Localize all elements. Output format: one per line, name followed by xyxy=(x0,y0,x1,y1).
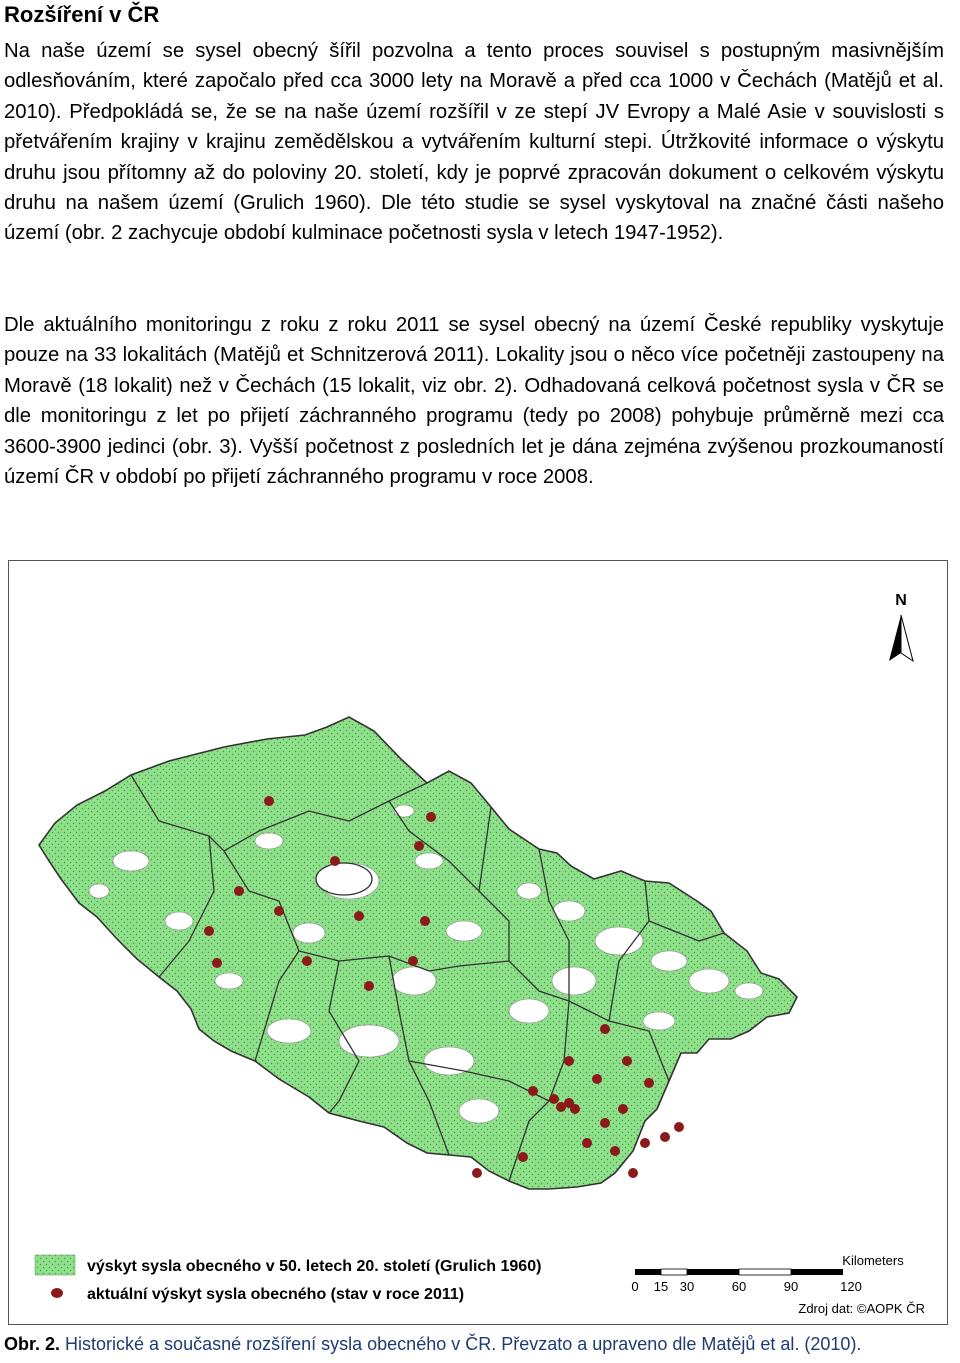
svg-text:120: 120 xyxy=(840,1279,862,1294)
paragraph-monitoring: Dle aktuálního monitoringu z roku z roku 2011 se sysel obecný na území České republiky vyskytuje pouze na 33 lokalitách (Matějů et Schnitzerová 2011). Lokality jsou o něco více početněji zastoupeny na Moravě (18 lokalit) než v Čechách (15 lokalit, viz obr. 2). Odhadovaná celková početnost sysla v ČR se dle monitoringu z let po přijetí záchranného programu (tedy po 2008) pohybuje průměrně mezi cca 3600-3900 jedinci (obr. 3). Vyšší početnost z posledních let je dána zejména zvýšenou prozkoumaností území ČR v období po přijetí záchranného programu v roce 2008. xyxy=(4,314,944,489)
location-dot xyxy=(518,1152,528,1162)
location-dot xyxy=(660,1132,670,1142)
location-dot xyxy=(408,956,418,966)
location-dot xyxy=(644,1078,654,1088)
prague-region xyxy=(316,863,372,895)
figure-caption xyxy=(4,1334,861,1355)
distribution-map xyxy=(9,561,947,1324)
location-dot xyxy=(354,911,364,921)
location-dot xyxy=(600,1118,610,1128)
location-dot xyxy=(364,981,374,991)
location-dot xyxy=(420,916,430,926)
location-dot xyxy=(330,856,340,866)
location-dot xyxy=(234,886,244,896)
location-dot xyxy=(674,1122,684,1132)
location-dot xyxy=(264,796,274,806)
location-dot xyxy=(622,1056,632,1066)
location-dot xyxy=(618,1104,628,1114)
north-arrow-icon xyxy=(889,592,913,661)
location-dot xyxy=(528,1086,538,1096)
legend-historic-swatch xyxy=(35,1255,75,1275)
svg-text:0: 0 xyxy=(631,1279,639,1294)
location-dot xyxy=(610,1146,620,1156)
svg-text:60: 60 xyxy=(731,1279,747,1294)
svg-text:15: 15 xyxy=(653,1279,669,1294)
location-dot xyxy=(628,1168,638,1178)
svg-text:90: 90 xyxy=(783,1279,799,1294)
caption-label: Obr. 2. xyxy=(4,1334,61,1354)
section-heading: Rozšíření v ČR xyxy=(4,2,160,27)
location-dot xyxy=(549,1094,559,1104)
location-dot xyxy=(274,906,284,916)
location-dot xyxy=(640,1138,650,1148)
paragraph-history: Na naše území se sysel obecný šířil pozvolna a tento proces souvisel s postupným masivnějším odlesňováním, které započalo před cca 3000 lety na Moravě a před cca 1000 v Čechách (Matějů et al. 2010). Předpokládá se, že se na naše území rozšířil v ze stepí JV Evropy a Malé Asie v souvislosti s přetvářením krajiny v krajinu zemědělskou a vytvářením kulturní stepi. Útržkovité informace o výskytu druhu jsou přítomny až do poloviny 20. století, kdy je poprvé zpracován dokument o celkovém výskytu druhu na našem území (Grulich 1960). Dle této studie se sysel vyskytoval na značné části našeho území (obr. 2 zachycuje období kulminace početnosti sysla v letech 1947-1952). xyxy=(4,40,944,245)
location-dot xyxy=(414,841,424,851)
location-dot xyxy=(426,812,436,822)
svg-text:Kilometers: Kilometers xyxy=(842,1253,904,1268)
location-dot xyxy=(212,958,222,968)
location-dot xyxy=(564,1056,574,1066)
caption-text: Historické a současné rozšíření sysla obecného v ČR. Převzato a upraveno dle Matějů et al. (2010). xyxy=(60,1334,862,1354)
location-dot xyxy=(472,1168,482,1178)
legend-current-swatch xyxy=(51,1288,63,1298)
location-dot xyxy=(570,1104,580,1114)
legend-current-label: aktuální výskyt sysla obecného (stav v roce 2011) xyxy=(87,1286,465,1303)
location-dot xyxy=(302,956,312,966)
location-dot xyxy=(582,1138,592,1148)
map-legend xyxy=(35,1255,541,1303)
location-dot xyxy=(204,926,214,936)
data-source: Zdroj dat: ©AOPK ČR xyxy=(798,1301,925,1316)
legend-historic-label: výskyt sysla obecného v 50. letech 20. století (Grulich 1960) xyxy=(87,1258,542,1275)
location-dot xyxy=(600,1024,610,1034)
scale-bar xyxy=(631,1253,904,1294)
location-dot xyxy=(592,1074,602,1084)
distribution-map-figure xyxy=(8,560,948,1325)
svg-text:N: N xyxy=(895,592,907,609)
svg-text:30: 30 xyxy=(679,1279,695,1294)
